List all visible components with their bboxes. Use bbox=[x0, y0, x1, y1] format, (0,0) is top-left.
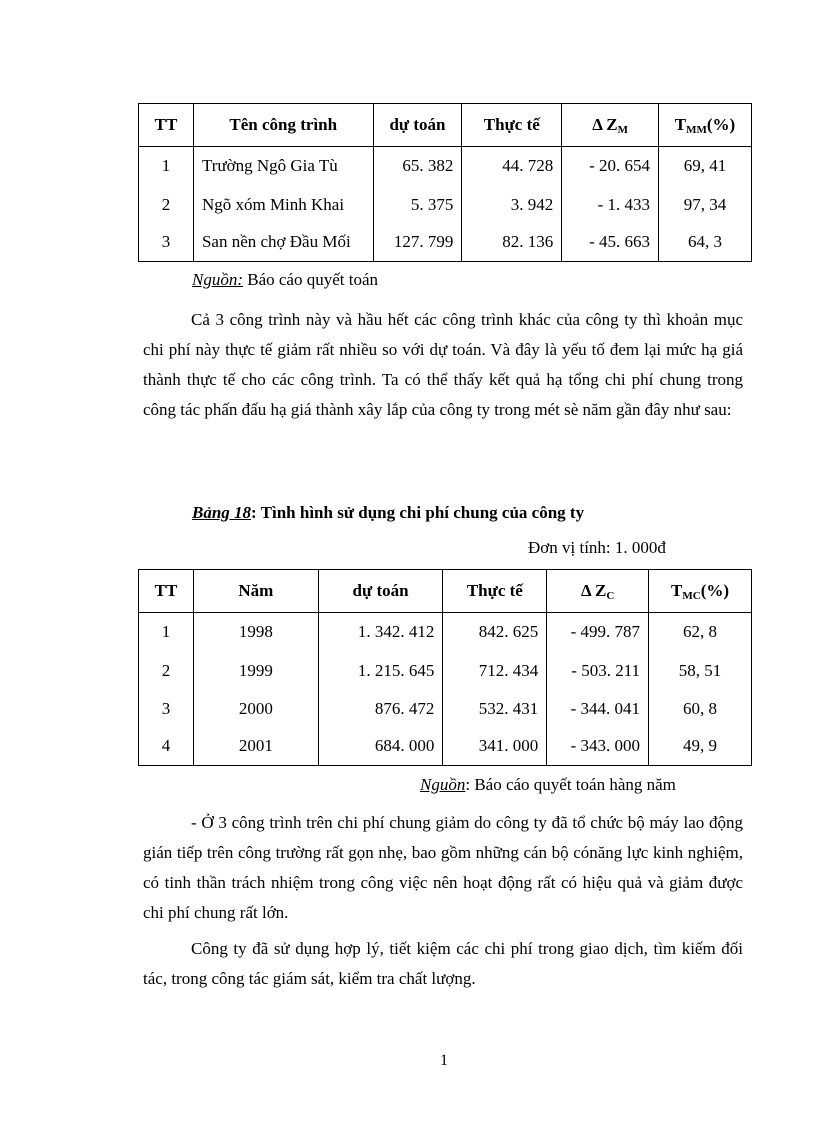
page-number: 1 bbox=[440, 1052, 448, 1069]
col-header-estimate: dự toán bbox=[318, 570, 443, 613]
col-header-actual: Thực tế bbox=[462, 104, 562, 147]
table-row: 4 2001 684. 000 341. 000 - 343. 000 49, 9 bbox=[139, 728, 752, 766]
cost-table-1 bbox=[138, 103, 752, 262]
table-row: 2 Ngõ xóm Minh Khai 5. 375 3. 942 - 1. 433 97, 34 bbox=[139, 186, 752, 224]
col-header-delta: Δ $Z_C$ bbox=[547, 570, 649, 613]
col-header-year: Năm bbox=[193, 570, 318, 613]
table-row: 3 2000 876. 472 532. 431 - 344. 041 60, 8 bbox=[139, 690, 752, 728]
col-header-ratio: $T_{MC}(\%)$ bbox=[649, 570, 752, 613]
table-row: 1 1998 1. 342. 412 842. 625 - 499. 787 62, 8 bbox=[139, 613, 752, 652]
table-row: 2 1999 1. 215. 645 712. 434 - 503. 211 58, 51 bbox=[139, 652, 752, 690]
table-row: 3 San nền chợ Đầu Mối 127. 799 82. 136 - 45. 663 64, 3 bbox=[139, 224, 752, 262]
body-paragraph-1: Cả 3 công trình này và hầu hết các công trình khác của công ty thì khoản mục chi phí này thực tế giảm rất nhiều so với dự toán. Và đây là yếu tố đem lại mức hạ giá thành thực tế cho các công trình. Ta có thể thấy kết quả hạ tổng chi phí chung trong công tác phấn đấu hạ giá thành xây lắp của công ty trong mét sè năm gần đây như sau: bbox=[143, 310, 743, 419]
col-header-actual: Thực tế bbox=[443, 570, 547, 613]
col-header-ratio: $T_{MM}(\%)$ bbox=[659, 104, 752, 147]
table-header-row bbox=[139, 570, 752, 613]
table-row: 1 Trường Ngô Gia Tù 65. 382 44. 728 - 20. 654 69, 41 bbox=[139, 147, 752, 186]
col-header-estimate: dự toán bbox=[373, 104, 462, 147]
unit-note: Đơn vị tính: 1. 000đ bbox=[528, 538, 666, 557]
cost-table-18 bbox=[138, 569, 752, 766]
col-header-name: Tên công trình bbox=[193, 104, 373, 147]
body-paragraph-2: - Ở 3 công trình trên chi phí chung giảm do công ty đã tổ chức bộ máy lao động gián tiếp trên công trường rất gọn nhẹ, bao gồm những cán bộ cónăng lực kinh nghiệm, có tinh thần trách nhiệm trong công việc nên hoạt động rất có hiệu quả và giảm được chi phí chung rất lớn. bbox=[143, 813, 743, 922]
col-header-tt: TT bbox=[139, 570, 194, 613]
source-note-2: Nguồn: Báo cáo quyết toán hàng năm bbox=[420, 775, 676, 794]
table-header-row bbox=[139, 104, 752, 147]
source-note-1: Nguồn: Báo cáo quyết toán bbox=[192, 270, 379, 289]
col-header-tt: TT bbox=[139, 104, 194, 147]
col-header-delta: Δ $Z_M$ bbox=[562, 104, 659, 147]
body-paragraph-3: Công ty đã sử dụng hợp lý, tiết kiệm các chi phí trong giao dịch, tìm kiếm đối tác, trong công tác giám sát, kiểm tra chất lượng. bbox=[143, 939, 743, 988]
table-caption-18: Bảng 18: Tình hình sử dụng chi phí chung của công ty bbox=[192, 503, 585, 522]
